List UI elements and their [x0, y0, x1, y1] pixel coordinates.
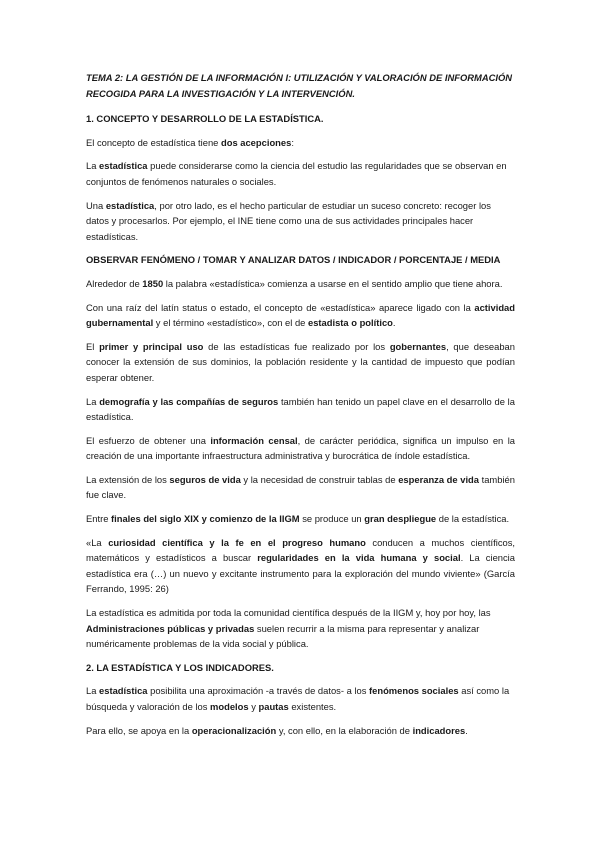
paragraph: El concepto de estadística tiene dos acepciones: — [86, 136, 294, 148]
section-heading-1: 1. CONCEPTO Y DESARROLLO DE LA ESTADÍSTICA. — [86, 113, 324, 125]
paragraph: El primer y principal uso de las estadísticas fue realizado por los gobernantes, que deseaban conocer la extensión de sus dominios, la población residente y la cantidad de impuesto que podían esperar obtener. — [86, 340, 515, 383]
paragraph: La estadística es admitida por toda la comunidad científica después de la IIGM y, hoy por hoy, las Administraciones públicas y privadas suelen recurrir a la misma para representar y analizar numéricamente problemas de la vida social y pública. — [86, 607, 491, 650]
paragraph: La extensión de los seguros de vida y la necesidad de construir tablas de esperanza de vida también fue clave. — [86, 473, 515, 501]
section-heading-2: 2. LA ESTADÍSTICA Y LOS INDICADORES. — [86, 661, 274, 673]
paragraph: Una estadística, por otro lado, es el hecho particular de estudiar un suceso concreto: recoger los datos y procesarlos. Por ejemplo, el INE tiene como una de sus actividades principales hacer estadísticas. — [86, 199, 491, 242]
quote-paragraph: «La curiosidad científica y la fe en el progreso humano conducen a muchos científicos, matemáticos y estadísticos a buscar regularidades en la vida humana y social. La ciencia estadística era (…) un nuevo y excitante instrumento para la exploración del mundo viviente» (García Ferrando, 1995: 26) — [86, 536, 516, 595]
paragraph: La estadística posibilita una aproximación -a través de datos- a los fenómenos sociales así como la búsqueda y valoración de los modelos y pautas existentes. — [86, 685, 510, 712]
paragraph: Entre finales del siglo XIX y comienzo de la IIGM se produce un gran despliegue de la estadística. — [86, 513, 510, 525]
paragraph: La estadística puede considerarse como la ciencia del estudio las regularidades que se observan en conjuntos de fenómenos naturales o sociales. — [86, 160, 507, 187]
paragraph: La demografía y las compañías de seguros también han tenido un papel clave en el desarrollo de la estadística. — [86, 395, 515, 423]
document-title: TEMA 2: LA GESTIÓN DE LA INFORMACIÓN I: UTILIZACIÓN Y VALORACIÓN DE INFORMACIÓN RECOGIDA PARA LA INVESTIGACIÓN Y LA INTERVENCIÓN. — [86, 72, 513, 99]
paragraph: Para ello, se apoya en la operacionalización y, con ello, en la elaboración de indicadores. — [86, 724, 468, 736]
paragraph: Alrededor de 1850 la palabra «estadística» comienza a usarse en el sentido amplio que tiene ahora. — [86, 277, 503, 289]
paragraph: El esfuerzo de obtener una información censal, de carácter periódica, significa un impulso en la creación de una importante infraestructura administrativa y burocrática de índole estadística. — [86, 434, 515, 462]
paragraph: Con una raíz del latín status o estado, el concepto de «estadística» aparece ligado con la actividad gubernamental y el término «estadístico», con el de estadista o político. — [86, 301, 515, 329]
keywords-line: OBSERVAR FENÓMENO / TOMAR Y ANALIZAR DATOS / INDICADOR / PORCENTAJE / MEDIA — [86, 254, 501, 266]
